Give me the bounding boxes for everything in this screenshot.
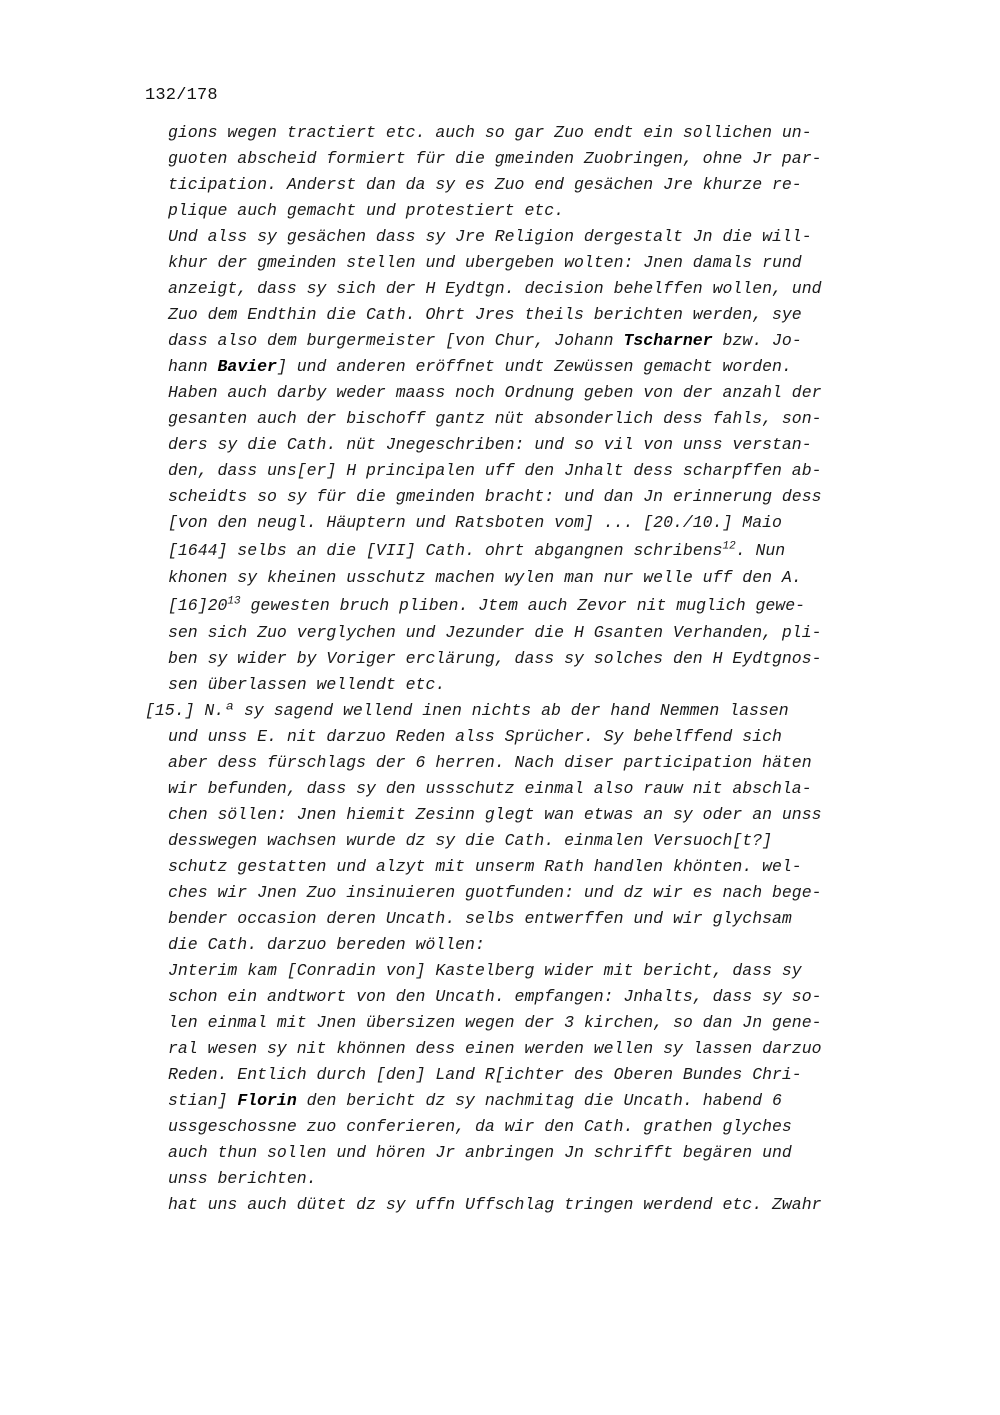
text-line: chen söllen: Jnen hiemit Zesinn glegt wan etwas an sy oder an unss <box>168 805 822 824</box>
text-line: stian] Florin den bericht dz sy nachmitag die Uncath. habend 6 <box>168 1091 782 1110</box>
text-line: die Cath. darzuo bereden wöllen: <box>168 935 485 954</box>
text-line: Jnterim kam [Conradin von] Kastelberg wider mit bericht, dass sy <box>168 961 802 980</box>
text-line: auch thun sollen und hören Jr anbringen Jn schrifft begären und <box>168 1143 792 1162</box>
text-line: ussgeschossne zuo conferieren, da wir den Cath. grathen glyches <box>168 1117 792 1136</box>
text-line: scheidts so sy für die gmeinden bracht: und dan Jn erinnerung dess <box>168 487 822 506</box>
text-line: unss berichten. <box>168 1169 317 1188</box>
text-line: wir befunden, dass sy den ussschutz einmal also rauw nit abschla- <box>168 779 812 798</box>
person-name-bavier: Bavier <box>217 357 277 376</box>
text-line: [von den neugl. Häuptern und Ratsboten vom] ... [20./10.] Maio <box>168 513 782 532</box>
text-line: len einmal mit Jnen übersizen wegen der 3 kirchen, so dan Jn gene- <box>168 1013 822 1032</box>
text-line: khonen sy kheinen usschutz machen wylen man nur welle uff den A. <box>168 568 802 587</box>
text-line: anzeigt, dass sy sich der H Eydtgn. decision behelffen wollen, und <box>168 279 822 298</box>
text-line: hat uns auch dütet dz sy uffn Uffschlag tringen werdend etc. Zwahr <box>168 1195 822 1214</box>
text-line: plique auch gemacht und protestiert etc. <box>168 201 565 220</box>
text-line: guoten abscheid formiert für die gmeinden Zuobringen, ohne Jr par- <box>168 149 822 168</box>
text-line: ral wesen sy nit khönnen dess einen werden wellen sy lassen darzuo <box>168 1039 822 1058</box>
text-line: ticipation. Anderst dan da sy es Zuo end gesächen Jre khurze re- <box>168 175 802 194</box>
person-name-tscharner: Tscharner <box>623 331 713 350</box>
text-line: gesanten auch der bischoff gantz nüt absonderlich dess fahls, son- <box>168 409 822 428</box>
text-line: sen sich Zuo verglychen und Jezunder die H Gsanten Verhanden, pli- <box>168 623 822 642</box>
text-line: ben sy wider by Voriger erclärung, dass sy solches den H Eydtgnos- <box>168 649 822 668</box>
text-line: und unss E. nit darzuo Reden alss Sprücher. Sy behelffend sich <box>168 727 782 746</box>
footnote-ref-13: 13 <box>227 595 241 608</box>
text-line: schutz gestatten und alzyt mit unserm Rath handlen khönten. wel- <box>168 857 802 876</box>
text-line: Reden. Entlich durch [den] Land R[ichter des Oberen Bundes Chri- <box>168 1065 802 1084</box>
text-line: sen überlassen wellendt etc. <box>168 675 446 694</box>
text-line: bender occasion deren Uncath. selbs entwerffen und wir glychsam <box>168 909 792 928</box>
footnote-ref-12: 12 <box>722 540 736 553</box>
person-name-florin: Florin <box>237 1091 297 1110</box>
text-line: $[16]20^{13}$ gewesten bruch pliben. Jtem auch Zevor nit muglich gewe- <box>168 595 806 615</box>
document-body <box>145 120 915 1218</box>
text-line: Haben auch darby weder maass noch Ordnung geben von der anzahl der <box>168 383 822 402</box>
text-line: ches wir Jnen Zuo insinuieren guotfunden: und dz wir es nach bege- <box>168 883 822 902</box>
text-line: [1644] selbs an die [VII] Cath. ohrt abgangnen schribens$^{12}$. Nun <box>168 540 786 560</box>
text-line: aber dess fürschlags der 6 herren. Nach diser participation häten <box>168 753 812 772</box>
page-number: 132/178 <box>145 86 218 105</box>
text-line: khur der gmeinden stellen und ubergeben wolten: Jnen damals rund <box>168 253 802 272</box>
text-line: [15.] N.ª sy sagend wellend inen nichts ab der hand Nemmen lassen <box>145 701 789 720</box>
text-line: schon ein andtwort von den Uncath. empfangen: Jnhalts, dass sy so- <box>168 987 822 1006</box>
text-line: gions wegen tractiert etc. auch so gar Zuo endt ein sollichen un- <box>168 123 812 142</box>
text-line: ders sy die Cath. nüt Jnegeschriben: und so vil von unss verstan- <box>168 435 812 454</box>
text-line: dass also dem burgermeister [von Chur, Johann Tscharner bzw. Jo- <box>168 331 802 350</box>
text-line: den, dass uns[er] H principalen uff den Jnhalt dess scharpffen ab- <box>168 461 822 480</box>
text-line: Und alss sy gesächen dass sy Jre Religion dergestalt Jn die will- <box>168 227 812 246</box>
text-line: Zuo dem Endthin die Cath. Ohrt Jres theils berichten werden, sye <box>168 305 802 324</box>
text-line: desswegen wachsen wurde dz sy die Cath. einmalen Versuoch[t?] <box>168 831 772 850</box>
text-line: hann Bavier] und anderen eröffnet undt Zewüssen gemacht worden. <box>168 357 792 376</box>
